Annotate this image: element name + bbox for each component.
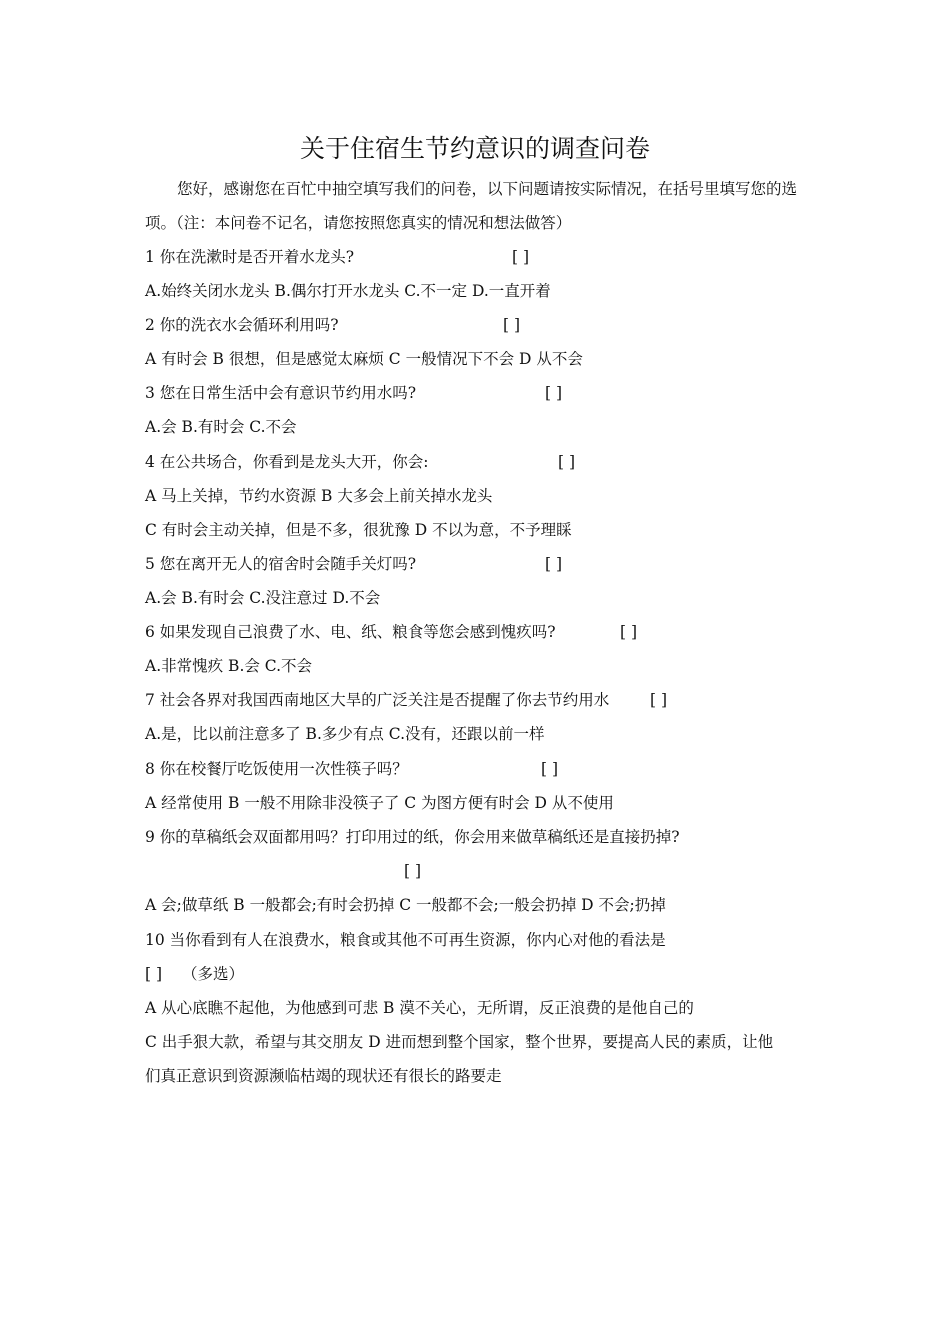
answer-bracket-8: [ ] — [541, 760, 559, 778]
question-6: 6 如果发现自己浪费了水、电、纸、粮食等您会感到愧疚吗? — [145, 623, 556, 641]
question-2-options: A 有时会 B 很想，但是感觉太麻烦 C 一般情况下不会 D 从不会 — [145, 350, 583, 368]
question-4-options-b: C 有时会主动关掉，但是不多，很犹豫 D 不以为意，不予理睬 — [145, 521, 572, 539]
answer-bracket-3: [ ] — [545, 384, 563, 402]
question-4: 4 在公共场合，你看到是龙头大开，你会: — [145, 453, 429, 471]
question-10-note: （多选） — [182, 965, 245, 983]
question-10-options-c: 们真正意识到资源濒临枯竭的现状还有很长的路要走 — [145, 1067, 502, 1085]
question-8-options: A 经常使用 B 一般不用除非没筷子了 C 为图方便有时会 D 从不使用 — [145, 794, 614, 812]
question-5: 5 您在离开无人的宿舍时会随手关灯吗? — [145, 555, 417, 573]
document-title: 关于住宿生节约意识的调查问卷 — [299, 134, 650, 163]
answer-bracket-4: [ ] — [558, 453, 576, 471]
question-10-options-a: A 从心底瞧不起他，为他感到可悲 B 漠不关心，无所谓，反正浪费的是他自己的 — [145, 999, 694, 1017]
question-9: 9 你的草稿纸会双面都用吗？打印用过的纸，你会用来做草稿纸还是直接扔掉? — [145, 828, 680, 846]
question-5-options: A.会 B.有时会 C.没注意过 D.不会 — [145, 589, 381, 607]
question-2: 2 你的洗衣水会循环利用吗? — [145, 316, 339, 334]
question-3: 3 您在日常生活中会有意识节约用水吗? — [145, 384, 417, 402]
question-10: 10 当你看到有人在浪费水，粮食或其他不可再生资源，你内心对他的看法是 — [145, 931, 666, 949]
answer-bracket-1: [ ] — [512, 248, 530, 266]
question-1-options: A.始终关闭水龙头 B.偶尔打开水龙头 C.不一定 D.一直开着 — [145, 282, 551, 300]
question-1: 1 你在洗漱时是否开着水龙头? — [145, 248, 355, 266]
question-9-options: A 会;做草纸 B 一般都会;有时会扔掉 C 一般都不会;一般会扔掉 D 不会;扔掉 — [145, 896, 666, 914]
question-4-options-a: A 马上关掉，节约水资源 B 大多会上前关掉水龙头 — [145, 487, 493, 505]
answer-bracket-5: [ ] — [545, 555, 563, 573]
question-7: 7 社会各界对我国西南地区大旱的广泛关注是否提醒了你去节约用水 — [145, 691, 610, 709]
answer-bracket-9: [ ] — [404, 862, 422, 880]
question-3-options: A.会 B.有时会 C.不会 — [145, 418, 297, 436]
answer-bracket-2: [ ] — [503, 316, 521, 334]
answer-bracket-6: [ ] — [620, 623, 638, 641]
intro-paragraph: 您好，感谢您在百忙中抽空填写我们的问卷，以下问题请按实际情况，在括号里填写您的选项。（注：本问卷不记名，请您按照您真实的情况和想法做答） — [145, 180, 798, 232]
question-7-options: A.是，比以前注意多了 B.多少有点 C.没有，还跟以前一样 — [145, 725, 545, 743]
answer-bracket-10: [ ] — [145, 965, 163, 983]
question-10-options-b: C 出手狠大款，希望与其交朋友 D 进而想到整个国家，整个世界，要提高人民的素质，让他 — [145, 1033, 774, 1051]
answer-bracket-7: [ ] — [650, 691, 668, 709]
question-8: 8 你在校餐厅吃饭使用一次性筷子吗？ — [145, 760, 408, 778]
question-6-options: A.非常愧疚 B.会 C.不会 — [145, 657, 313, 675]
